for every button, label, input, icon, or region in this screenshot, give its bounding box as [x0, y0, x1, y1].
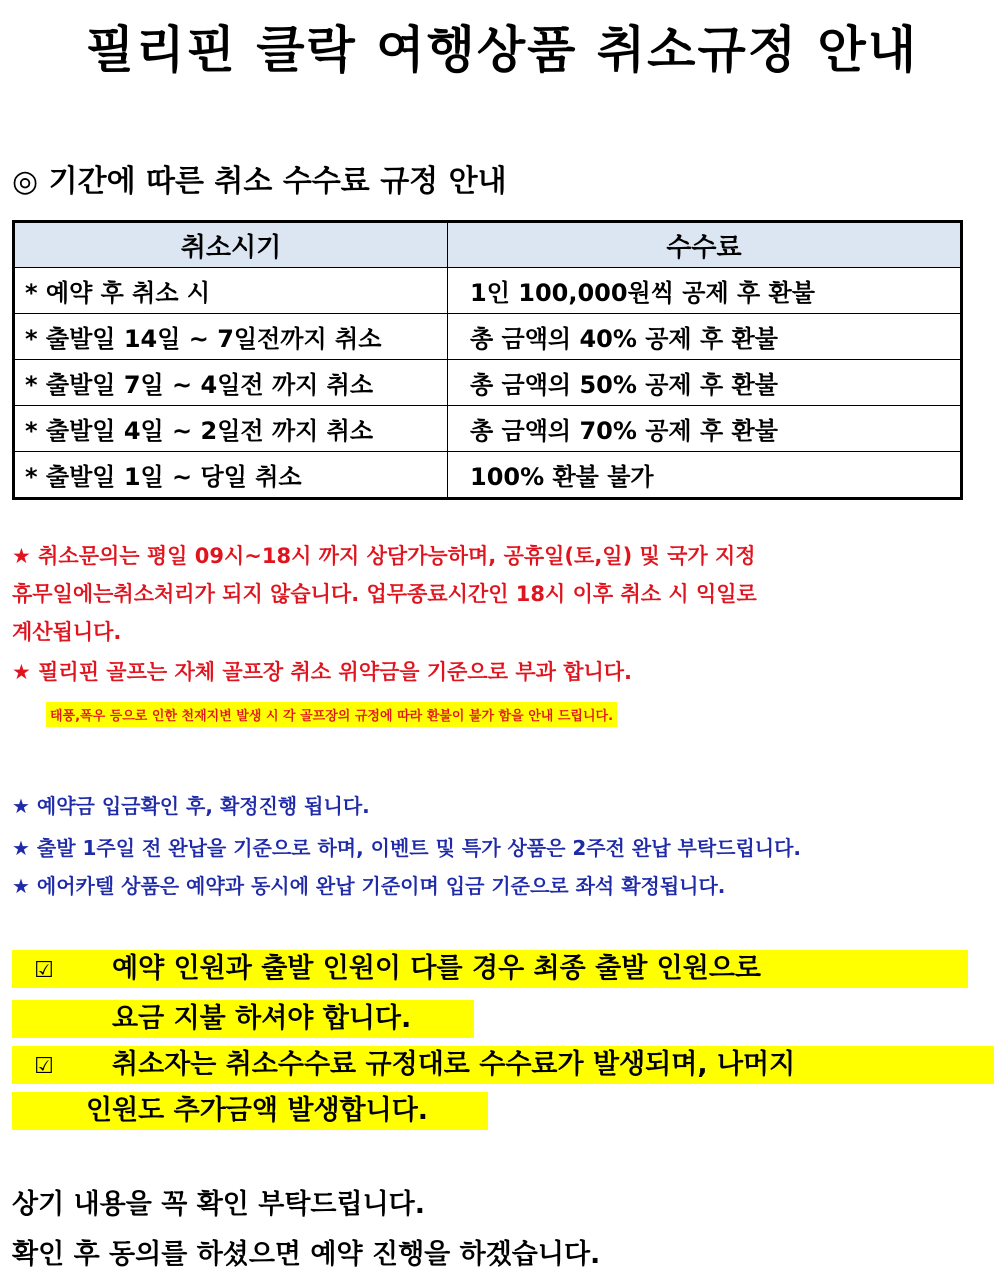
footer-line: 상기 내용을 꼭 확인 부탁드립니다. — [12, 1189, 426, 1220]
blue-note-line: ★ 예약금 입금확인 후, 확정진행 됩니다. — [12, 794, 370, 818]
table-row — [14, 314, 962, 360]
table-row — [14, 268, 962, 314]
cancel-period-cell: * 출발일 4일 ~ 2일전 까지 취소 — [14, 406, 448, 452]
table-row — [14, 452, 962, 499]
cancel-period-cell: * 예약 후 취소 시 — [14, 268, 448, 314]
cancel-period-cell: * 출발일 1일 ~ 당일 취소 — [14, 452, 448, 499]
highlight-note-line — [12, 1000, 474, 1038]
fee-cell: 100% 환불 불가 — [448, 452, 962, 499]
cancel-period-cell: * 출발일 14일 ~ 7일전까지 취소 — [14, 314, 448, 360]
checkbox-icon: ☑ — [34, 958, 54, 983]
blue-note-line: ★ 출발 1주일 전 완납을 기준으로 하며, 이벤트 및 특가 상품은 2주전 완납 부탁드립니다. — [12, 836, 802, 860]
table-row — [14, 360, 962, 406]
red-note-line: ★ 취소문의는 평일 09시~18시 까지 상담가능하며, 공휴일(토,일) 및 국가 지정 — [12, 544, 756, 568]
highlight-note-text: 취소자는 취소수수료 규정대로 수수료가 발생되며, 나머지 — [112, 1049, 796, 1080]
table-header-row — [14, 222, 962, 268]
golf-note-line: ★ 필리핀 골프는 자체 골프장 취소 위약금을 기준으로 부과 합니다. — [12, 660, 633, 684]
fee-cell: 1인 100,000원씩 공제 후 환불 — [448, 268, 962, 314]
highlight-note-text: 인원도 추가금액 발생합니다. — [86, 1095, 429, 1126]
red-note-line: 계산됩니다. — [12, 620, 122, 644]
highlight-note-line — [12, 1046, 994, 1084]
column-header-fee: 수수료 — [448, 222, 962, 268]
red-note-line: 휴무일에는취소처리가 되지 않습니다. 업무종료시간인 18시 이후 취소 시 익일로 — [12, 582, 757, 606]
checkbox-icon: ☑ — [34, 1054, 54, 1079]
fee-cell: 총 금액의 50% 공제 후 환불 — [448, 360, 962, 406]
highlight-note-text: 요금 지불 하셔야 합니다. — [112, 1003, 412, 1034]
highlight-note-line — [12, 1092, 488, 1130]
table-row — [14, 406, 962, 452]
footer-line: 확인 후 동의를 하셨으면 예약 진행을 하겠습니다. — [12, 1239, 601, 1270]
section-heading: ◎ 기간에 따른 취소 수수료 규정 안내 — [12, 164, 507, 199]
highlight-note-text: 예약 인원과 출발 인원이 다를 경우 최종 출발 인원으로 — [112, 953, 762, 984]
fee-cell: 총 금액의 40% 공제 후 환불 — [448, 314, 962, 360]
cancel-period-cell: * 출발일 7일 ~ 4일전 까지 취소 — [14, 360, 448, 406]
page-title: 필리핀 클락 여행상품 취소규정 안내 — [85, 21, 919, 79]
fee-cell: 총 금액의 70% 공제 후 환불 — [448, 406, 962, 452]
column-header-period: 취소시기 — [14, 222, 448, 268]
blue-note-line: ★ 에어카텔 상품은 예약과 동시에 완납 기준이며 입금 기준으로 좌석 확정됩니다. — [12, 874, 726, 898]
cancellation-fee-table — [12, 220, 963, 500]
highlight-note-line — [12, 950, 968, 988]
weather-refund-highlight: 태풍,폭우 등으로 인한 천재지변 발생 시 각 골프장의 규정에 따라 환불이 불가 함을 안내 드립니다. — [46, 702, 617, 727]
